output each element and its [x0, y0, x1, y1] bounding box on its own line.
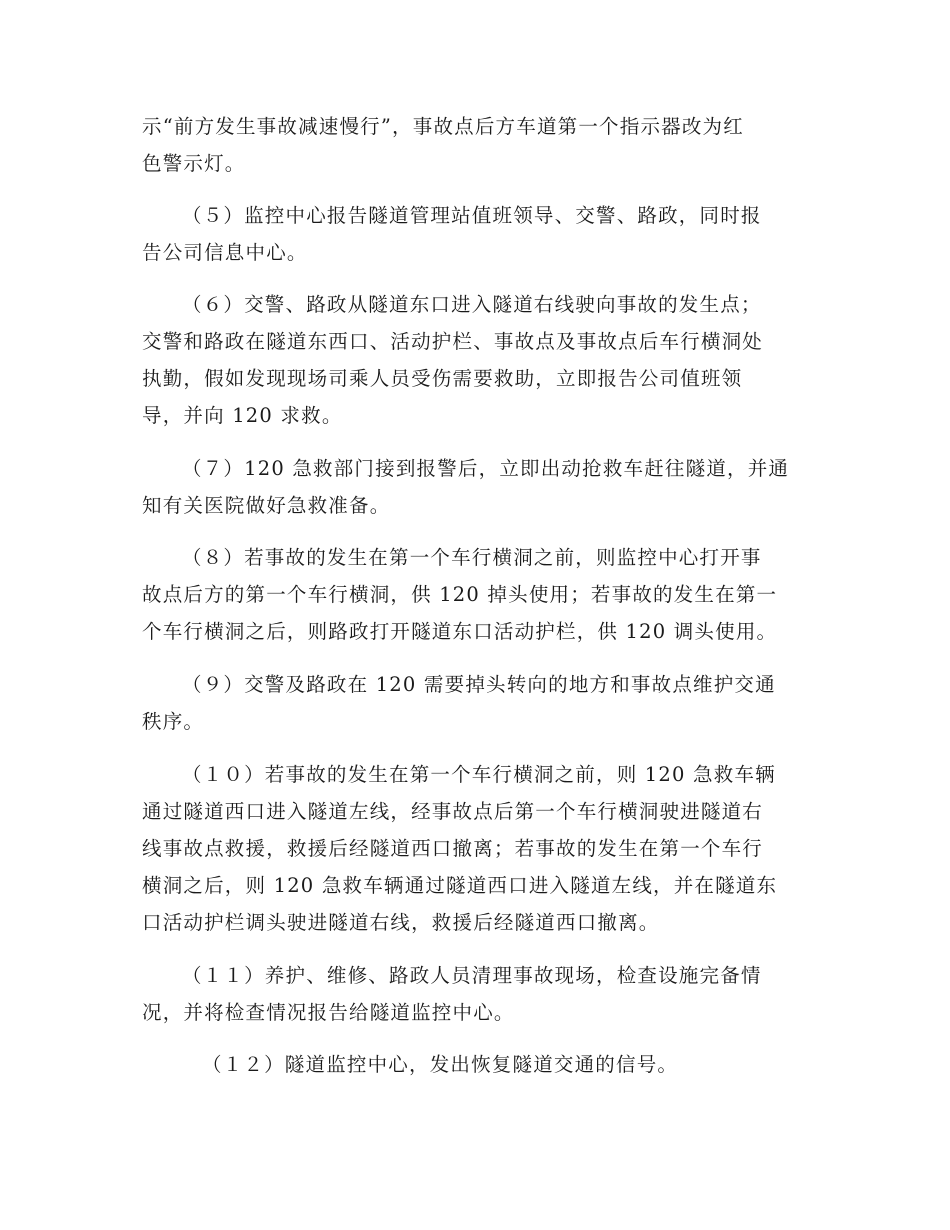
text-line: 示“前方发生事故减速慢行”，事故点后方车道第一个指示器改为红	[142, 115, 744, 138]
text-line: （１２）隧道监控中心，发出恢复隧道交通的信号。	[202, 1053, 679, 1076]
text-line: 知有关医院做好急救准备。	[142, 494, 391, 517]
text-line: （６）交警、路政从隧道东口进入隧道右线驶向事故的发生点；	[182, 293, 762, 316]
text-line: （１０）若事故的发生在第一个车行横洞之前，则 120 急救车辆	[182, 763, 776, 786]
text-line: 况，并将检查情况报告给隧道监控中心。	[142, 1001, 515, 1024]
text-line: （９）交警及路政在 120 需要掉头转向的地方和事故点维护交通	[182, 673, 776, 696]
text-line: 线事故点救援，救援后经隧道西口撤离；若事故的发生在第一个车行	[142, 837, 764, 860]
text-line: 秩序。	[142, 710, 205, 733]
text-line: （５）监控中心报告隧道管理站值班领导、交警、路政，同时报	[182, 204, 762, 227]
text-line: 故点后方的第一个车行横洞，供 120 掉头使用；若事故的发生在第一	[142, 583, 778, 606]
text-line: 口活动护栏调头驶进隧道右线，救援后经隧道西口撤离。	[142, 911, 660, 934]
text-line: 告公司信息中心。	[142, 241, 308, 264]
text-line: （７）120 急救部门接到报警后，立即出动抢救车赶往隧道，并通	[182, 457, 790, 480]
text-line: 个车行横洞之后，则路政打开隧道东口活动护栏，供 120 调头使用。	[142, 620, 778, 643]
text-line: （１１）养护、维修、路政人员清理事故现场，检查设施完备情	[182, 964, 762, 987]
text-line: 执勤，假如发现现场司乘人员受伤需要救助，立即报告公司值班领	[142, 367, 743, 390]
text-line: 交警和路政在隧道东西口、活动护栏、事故点及事故点后车行横洞处	[142, 330, 764, 353]
text-line: 色警示灯。	[142, 152, 246, 175]
text-line: 横洞之后，则 120 急救车辆通过隧道西口进入隧道左线，并在隧道东	[142, 874, 778, 897]
text-line: 导，并向 120 求救。	[142, 404, 343, 427]
text-line: （８）若事故的发生在第一个车行横洞之前，则监控中心打开事	[182, 546, 762, 569]
text-line: 通过隧道西口进入隧道左线，经事故点后第一个车行横洞驶进隧道右	[142, 800, 764, 823]
